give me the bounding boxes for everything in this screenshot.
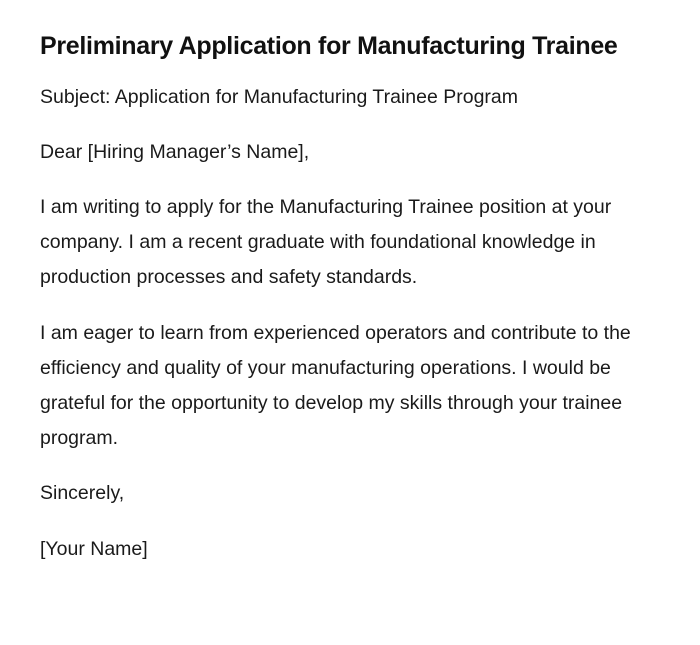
letter-subject: Subject: Application for Manufacturing Trainee Program [40, 86, 519, 108]
letter-title: Preliminary Application for Manufacturing Trainee [40, 32, 618, 60]
letter-greeting: Dear [Hiring Manager’s Name], [40, 141, 310, 163]
letter-closing: Sincerely, [40, 482, 125, 504]
letter-signature: [Your Name] [40, 538, 148, 560]
letter-body-paragraph-1: I am writing to apply for the Manufacturing Trainee position at your company. I am a recent graduate with foundational knowledge in production processes and safety standards. [40, 196, 612, 288]
letter-body-paragraph-2: I am eager to learn from experienced operators and contribute to the efficiency and quality of your manufacturing operations. I would be grateful for the opportunity to develop my skills through your trainee program. [40, 322, 631, 449]
